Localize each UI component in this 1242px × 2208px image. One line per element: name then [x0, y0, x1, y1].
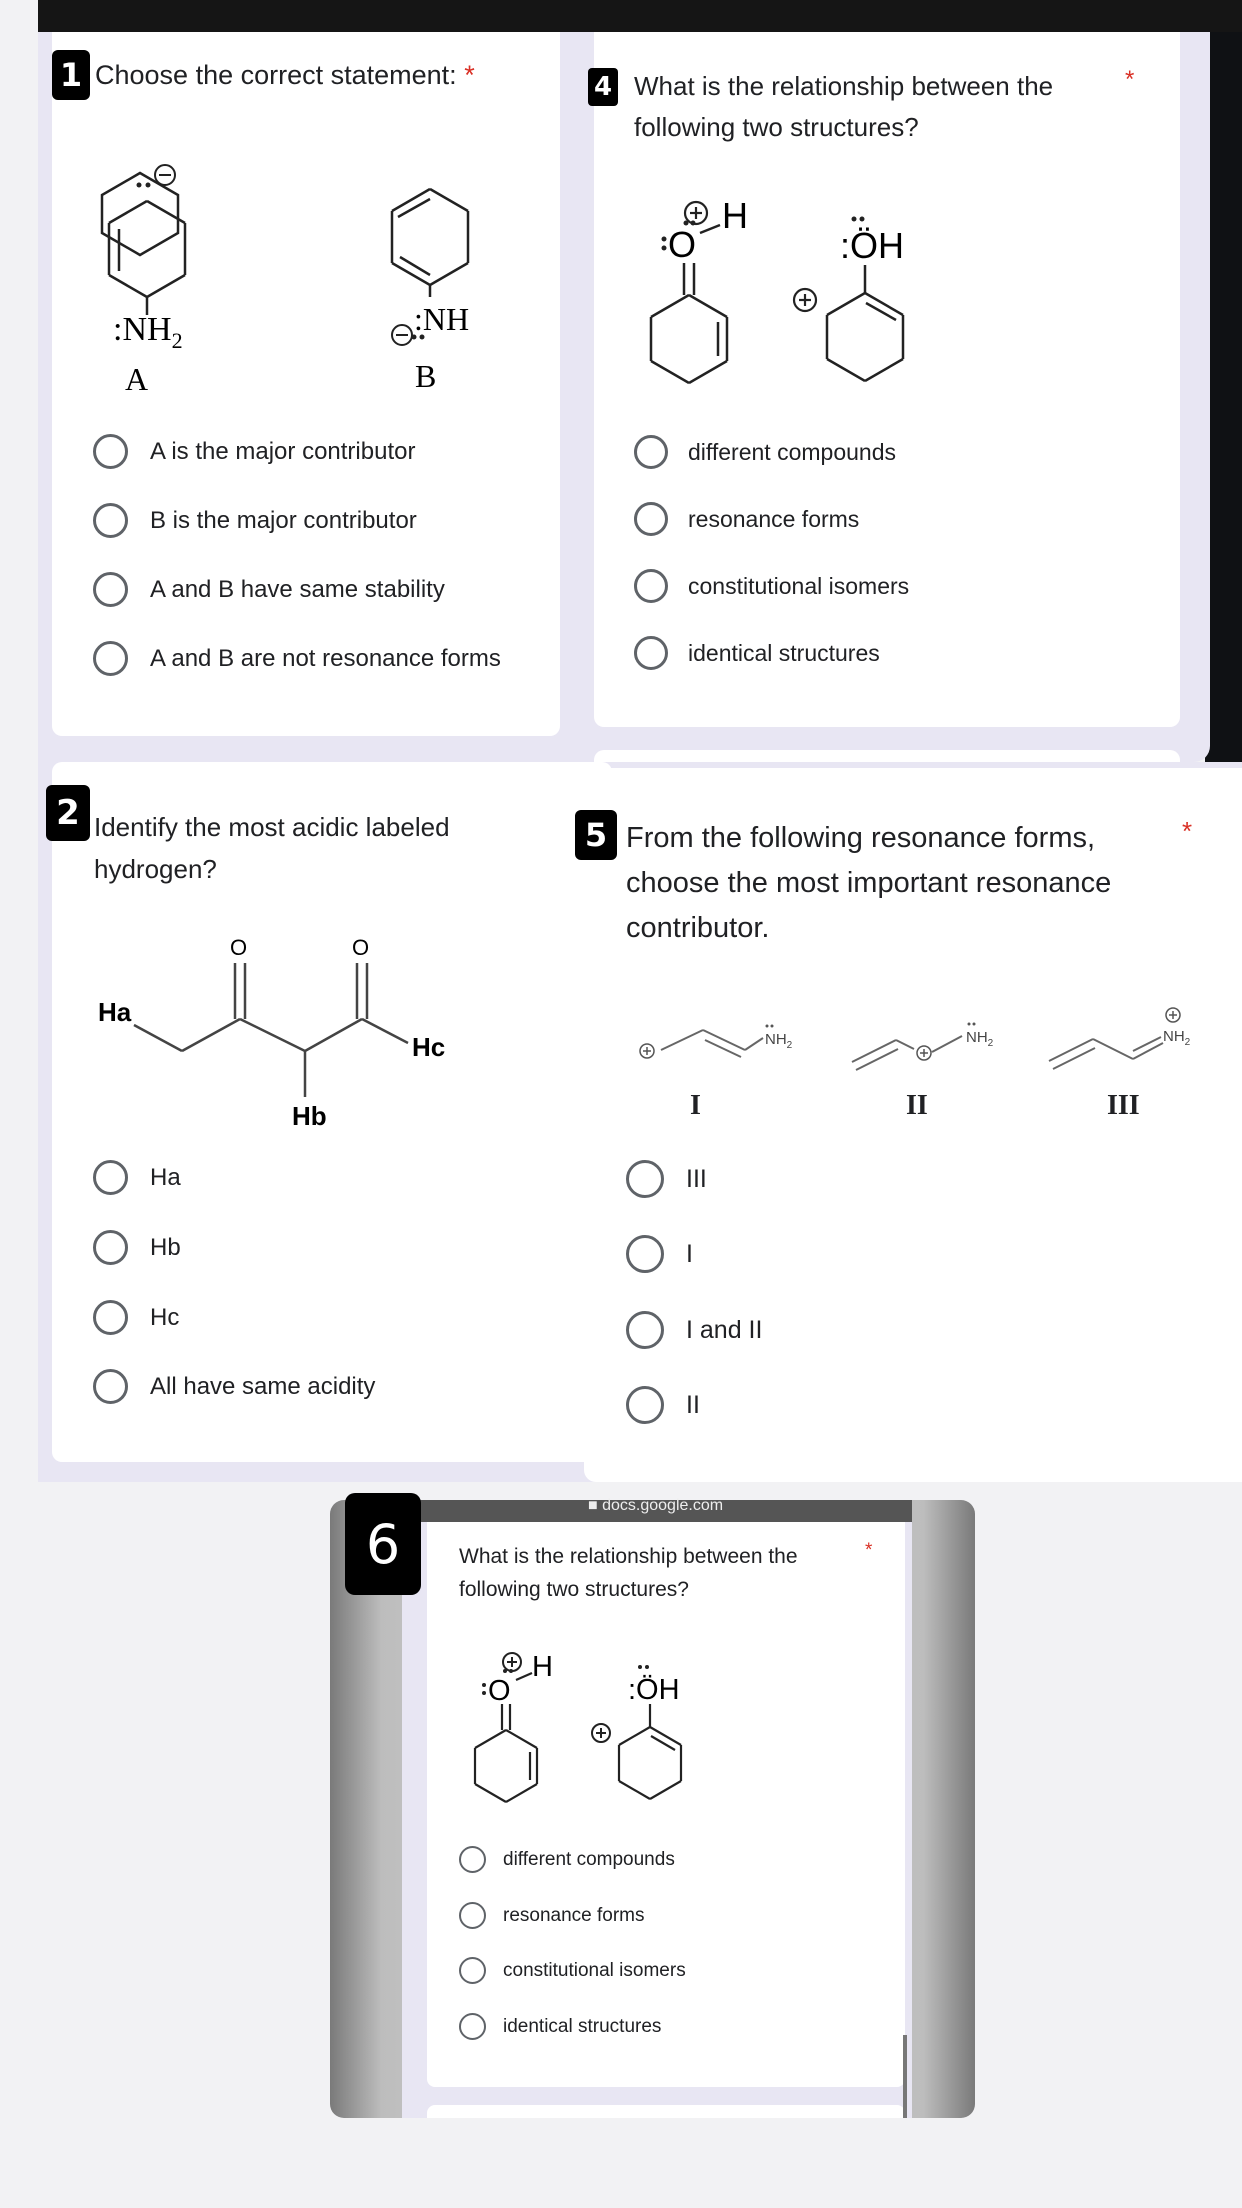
- option-label: different compounds: [688, 438, 896, 465]
- option-label: Ha: [150, 1163, 181, 1191]
- question-text-line2: following two structures?: [459, 1578, 689, 1601]
- q2-option-1[interactable]: [93, 1160, 181, 1195]
- q2-diketone-structure: [90, 925, 470, 1135]
- label-b: B: [415, 358, 437, 394]
- q4-option-1[interactable]: [634, 435, 896, 469]
- question-number-1: 1: [52, 50, 90, 100]
- option-label: A and B are not resonance forms: [150, 644, 501, 672]
- next-card-edge-6: [427, 2105, 905, 2118]
- option-label: resonance forms: [688, 505, 860, 532]
- ha-label: Ha: [98, 997, 132, 1027]
- radio-button[interactable]: [93, 434, 128, 469]
- question-text-line1: What is the relationship between the: [459, 1545, 798, 1568]
- q2-option-3[interactable]: [93, 1300, 179, 1335]
- option-label: identical structures: [688, 639, 880, 666]
- question-text-line2: following two structures?: [634, 112, 919, 142]
- oh-label: :ÖH: [628, 1674, 680, 1706]
- nh2-label: $NH_2$: [966, 1029, 994, 1049]
- option-label: constitutional isomers: [688, 572, 910, 599]
- question-text-line3: contributor.: [626, 912, 770, 944]
- question-title-5: [626, 816, 1111, 951]
- oxygen-label-2: O: [352, 935, 370, 960]
- q1-option-4[interactable]: [93, 641, 501, 676]
- radio-button[interactable]: [93, 641, 128, 676]
- q4-option-4[interactable]: [634, 636, 880, 670]
- question-text-line1: What is the relationship between the: [634, 71, 1054, 101]
- question-title-1: [95, 60, 475, 91]
- question-text-line2: choose the most important resonance: [626, 867, 1112, 899]
- radio-button[interactable]: [93, 1300, 128, 1335]
- url-bar: ■ docs.google.com: [588, 1497, 724, 1514]
- question-text-line2: hydrogen?: [94, 854, 217, 884]
- roman-label-iii: III: [1107, 1090, 1140, 1121]
- radio-button[interactable]: [634, 502, 668, 536]
- question-number-2: 2: [46, 785, 90, 841]
- nh2-label: $NH_2$: [765, 1031, 793, 1051]
- radio-button[interactable]: [93, 572, 128, 607]
- question-number-4: 4: [588, 68, 618, 106]
- radio-button[interactable]: [93, 1369, 128, 1404]
- option-label: All have same acidity: [150, 1372, 376, 1400]
- o-label: O: [668, 224, 697, 265]
- structure-b: [380, 175, 520, 405]
- option-label: II: [686, 1390, 700, 1419]
- question-title-4: [634, 66, 1053, 148]
- q2-option-2[interactable]: [93, 1230, 181, 1265]
- structure-a: [95, 155, 255, 405]
- hc-label: Hc: [412, 1032, 446, 1062]
- question-text-line1: Identify the most acidic labeled: [94, 812, 450, 842]
- q6-option-1[interactable]: [459, 1846, 675, 1873]
- option-label: identical structures: [503, 2015, 662, 2037]
- option-label: I and II: [686, 1315, 763, 1344]
- required-asterisk: *: [1125, 66, 1135, 93]
- question-title-6: [459, 1540, 798, 1606]
- option-label: A is the major contributor: [150, 437, 416, 465]
- q4-protonated-structure: [640, 195, 760, 385]
- nh2-label: $NH_2$: [1163, 1028, 1191, 1048]
- option-label: resonance forms: [503, 1904, 645, 1926]
- q4-option-3[interactable]: [634, 569, 909, 603]
- required-asterisk: *: [464, 60, 475, 90]
- radio-button[interactable]: [634, 636, 668, 670]
- top-bar: [38, 0, 1242, 32]
- radio-button[interactable]: [626, 1311, 664, 1349]
- q2-option-4[interactable]: [93, 1369, 375, 1404]
- resonance-form-iii: [1045, 1003, 1205, 1079]
- radio-button[interactable]: [626, 1386, 664, 1424]
- nh2-label: $:NH_2$: [113, 311, 183, 353]
- option-label: A and B have same stability: [150, 575, 445, 603]
- nh-label: :NH: [414, 301, 470, 337]
- q4-carbocation-structure: [780, 215, 920, 385]
- q4-option-2[interactable]: [634, 502, 859, 536]
- label-a: A: [125, 361, 149, 397]
- roman-label-i: I: [690, 1090, 701, 1121]
- resonance-form-i: [635, 1020, 805, 1080]
- option-label: Hc: [150, 1303, 180, 1331]
- option-label: different compounds: [503, 1848, 675, 1870]
- radio-button[interactable]: [93, 1230, 128, 1265]
- q6-carbocation-structure: [580, 1663, 695, 1803]
- question-text-line1: From the following resonance forms,: [626, 822, 1096, 854]
- question-number-5: 5: [575, 810, 617, 860]
- option-label: Hb: [150, 1233, 181, 1261]
- radio-button[interactable]: [93, 503, 128, 538]
- q1-option-1[interactable]: [93, 434, 415, 469]
- q1-option-3[interactable]: [93, 572, 445, 607]
- q5-option-3[interactable]: [626, 1311, 762, 1349]
- oh-label: :ÖH: [840, 225, 905, 266]
- right-dark-edge: [1205, 32, 1242, 762]
- question-text: Choose the correct statement:: [95, 60, 457, 90]
- question-number-6: 6: [345, 1493, 421, 1595]
- radio-button[interactable]: [626, 1235, 664, 1273]
- radio-button[interactable]: [634, 569, 668, 603]
- roman-label-ii: II: [906, 1090, 928, 1121]
- o-label: O: [488, 1675, 511, 1707]
- option-label: constitutional isomers: [503, 1959, 686, 1981]
- h-label: H: [722, 195, 748, 236]
- radio-button[interactable]: [459, 2013, 486, 2040]
- q5-option-1[interactable]: [626, 1160, 707, 1198]
- radio-button[interactable]: [459, 1957, 486, 1984]
- q1-option-2[interactable]: [93, 503, 417, 538]
- question-title-2: [94, 806, 450, 890]
- resonance-form-ii: [848, 1020, 1008, 1080]
- radio-button[interactable]: [459, 1902, 486, 1929]
- option-label: III: [686, 1164, 707, 1193]
- oxygen-label-1: O: [230, 935, 248, 960]
- option-label: B is the major contributor: [150, 506, 417, 534]
- q5-option-2[interactable]: [626, 1235, 693, 1273]
- q6-option-4[interactable]: [459, 2013, 661, 2040]
- q6-option-3[interactable]: [459, 1957, 686, 1984]
- required-asterisk: *: [865, 1540, 873, 1561]
- q6-option-2[interactable]: [459, 1902, 645, 1929]
- radio-button[interactable]: [93, 1160, 128, 1195]
- radio-button[interactable]: [634, 435, 668, 469]
- scrollbar[interactable]: [903, 2035, 907, 2118]
- hb-label: Hb: [292, 1101, 327, 1131]
- option-label: I: [686, 1239, 693, 1268]
- required-asterisk: *: [1182, 816, 1193, 846]
- q6-protonated-structure: [470, 1648, 570, 1808]
- q5-option-4[interactable]: [626, 1386, 700, 1424]
- radio-button[interactable]: [459, 1846, 486, 1873]
- h-label: H: [532, 1651, 553, 1683]
- radio-button[interactable]: [626, 1160, 664, 1198]
